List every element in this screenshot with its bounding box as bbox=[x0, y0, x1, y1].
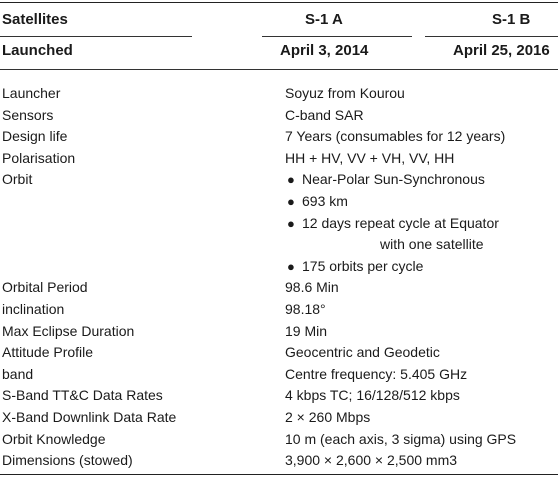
header-rule-s1b bbox=[425, 36, 558, 37]
table-row bbox=[0, 450, 558, 472]
table-row bbox=[0, 299, 558, 321]
row-value: 3,900 × 2,600 × 2,500 mm3 bbox=[285, 452, 458, 469]
row-value-continuation: with one satellite bbox=[380, 236, 484, 253]
table-row bbox=[0, 407, 558, 429]
row-label: Attitude Profile bbox=[2, 344, 94, 361]
table-row bbox=[0, 234, 558, 256]
bullet-icon: ● bbox=[287, 215, 295, 231]
row-label: Orbit Knowledge bbox=[2, 430, 106, 447]
header-s1a: S-1 A bbox=[305, 11, 343, 28]
bullet-icon: ● bbox=[287, 258, 295, 274]
header-s1b: S-1 B bbox=[492, 11, 531, 28]
bullet-icon: ● bbox=[287, 193, 295, 209]
header-s1a-date: April 3, 2014 bbox=[280, 42, 369, 59]
header-bottom-rule bbox=[0, 69, 558, 70]
row-label: band bbox=[2, 365, 34, 382]
row-label: Polarisation bbox=[2, 149, 76, 166]
table-row bbox=[0, 342, 558, 364]
row-value: 10 m (each axis, 3 sigma) using GPS bbox=[285, 430, 517, 447]
table-bottom-rule bbox=[0, 474, 558, 475]
table-row bbox=[0, 191, 558, 213]
table-row bbox=[0, 277, 558, 299]
row-value: 4 kbps TC; 16/128/512 kbps bbox=[285, 387, 460, 404]
table-row bbox=[0, 126, 558, 148]
row-value: Geocentric and Geodetic bbox=[285, 344, 440, 361]
table-row bbox=[0, 385, 558, 407]
table-row bbox=[0, 105, 558, 127]
header-rule-left bbox=[0, 36, 192, 37]
bullet-icon: ● bbox=[287, 172, 295, 188]
row-label: Orbit bbox=[2, 171, 33, 188]
row-value: Soyuz from Kourou bbox=[285, 85, 405, 101]
row-value: 175 orbits per cycle bbox=[302, 257, 424, 274]
row-label: S-Band TT&C Data Rates bbox=[2, 387, 163, 404]
row-value: 12 days repeat cycle at Equator bbox=[302, 214, 499, 231]
row-value: 2 × 260 Mbps bbox=[285, 408, 371, 425]
table-row bbox=[0, 364, 558, 386]
row-value: C-band SAR bbox=[285, 106, 364, 123]
row-value: Near-Polar Sun-Synchronous bbox=[302, 171, 485, 188]
row-label: Design life bbox=[2, 128, 68, 145]
table-top-rule bbox=[0, 2, 558, 3]
row-value: 7 Years (consumables for 12 years) bbox=[285, 128, 506, 145]
table-row bbox=[0, 256, 558, 278]
row-label: Orbital Period bbox=[2, 279, 88, 296]
row-label: X-Band Downlink Data Rate bbox=[2, 408, 177, 425]
row-value: HH + HV, VV + VH, VV, HH bbox=[285, 149, 455, 166]
row-label: Dimensions (stowed) bbox=[2, 452, 133, 469]
row-label: inclination bbox=[2, 300, 65, 317]
header-launched: Launched bbox=[2, 42, 73, 59]
row-value: 98.18° bbox=[285, 300, 326, 317]
row-label: Sensors bbox=[2, 106, 54, 123]
table-row bbox=[0, 83, 558, 105]
row-value: 693 km bbox=[302, 192, 348, 209]
row-value: 19 Min bbox=[285, 322, 328, 339]
table-row bbox=[0, 148, 558, 170]
header-s1b-date: April 25, 2016 bbox=[453, 42, 550, 59]
table-row bbox=[0, 213, 558, 235]
row-label: Max Eclipse Duration bbox=[2, 322, 135, 339]
table-body bbox=[0, 83, 558, 472]
table-row bbox=[0, 321, 558, 343]
header-rule-s1a bbox=[262, 36, 412, 37]
row-value: 98.6 Min bbox=[285, 279, 339, 296]
row-value: Centre frequency: 5.405 GHz bbox=[285, 365, 468, 382]
row-label: Launcher bbox=[2, 85, 61, 101]
header-satellites: Satellites bbox=[2, 11, 68, 28]
table-row bbox=[0, 169, 558, 191]
table-row bbox=[0, 429, 558, 451]
